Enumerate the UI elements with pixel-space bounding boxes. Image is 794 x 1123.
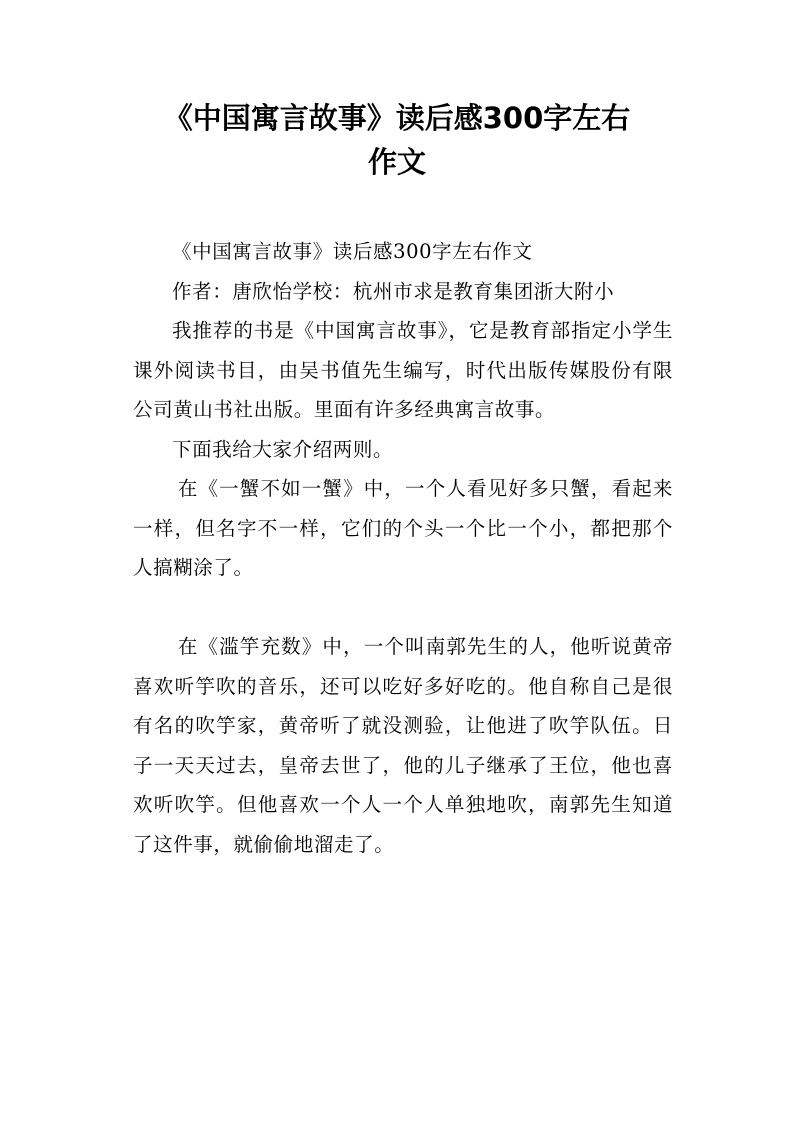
document-body: [133, 232, 673, 864]
title-line-2: 作文: [367, 145, 426, 179]
title-line-1: 《中国寓言故事》读后感300字左右: [163, 101, 631, 135]
document-title: [120, 96, 674, 184]
transition-paragraph: 下面我给大家介绍两则。: [172, 437, 394, 461]
subtitle-paragraph: 《中国寓言故事》读后感300字左右作文: [172, 240, 533, 263]
story-one-paragraph: 在《一蟹不如一蟹》中，一个人看见好多只蟹，看起来一样，但名字不一样，它们的个头一个比一个小，都把那个人搞糊涂了。: [133, 477, 673, 579]
blank-line: [133, 588, 673, 628]
intro-paragraph: 我推荐的书是《中国寓言故事》，它是教育部指定小学生课外阅读书目，由吴书值先生编写，时代出版传媒股份有限公司黄山书社出版。里面有许多经典寓言故事。: [133, 319, 673, 421]
author-paragraph: 作者：唐欣怡学校：杭州市求是教育集团浙大附小: [172, 279, 615, 303]
story-two-paragraph: 在《滥竽充数》中，一个叫南郭先生的人，他听说黄帝喜欢听竽吹的音乐，还可以吃好多好吃的。他自称自己是很有名的吹竽家，黄帝听了就没测验，让他进了吹竽队伍。日子一天天过去，皇帝去世了，他的儿子继承了王位，他也喜欢听吹竽。但他喜欢一个人一个人单独地吹，南郭先生知道了这件事，就偷偷地溜走了。: [133, 635, 673, 856]
